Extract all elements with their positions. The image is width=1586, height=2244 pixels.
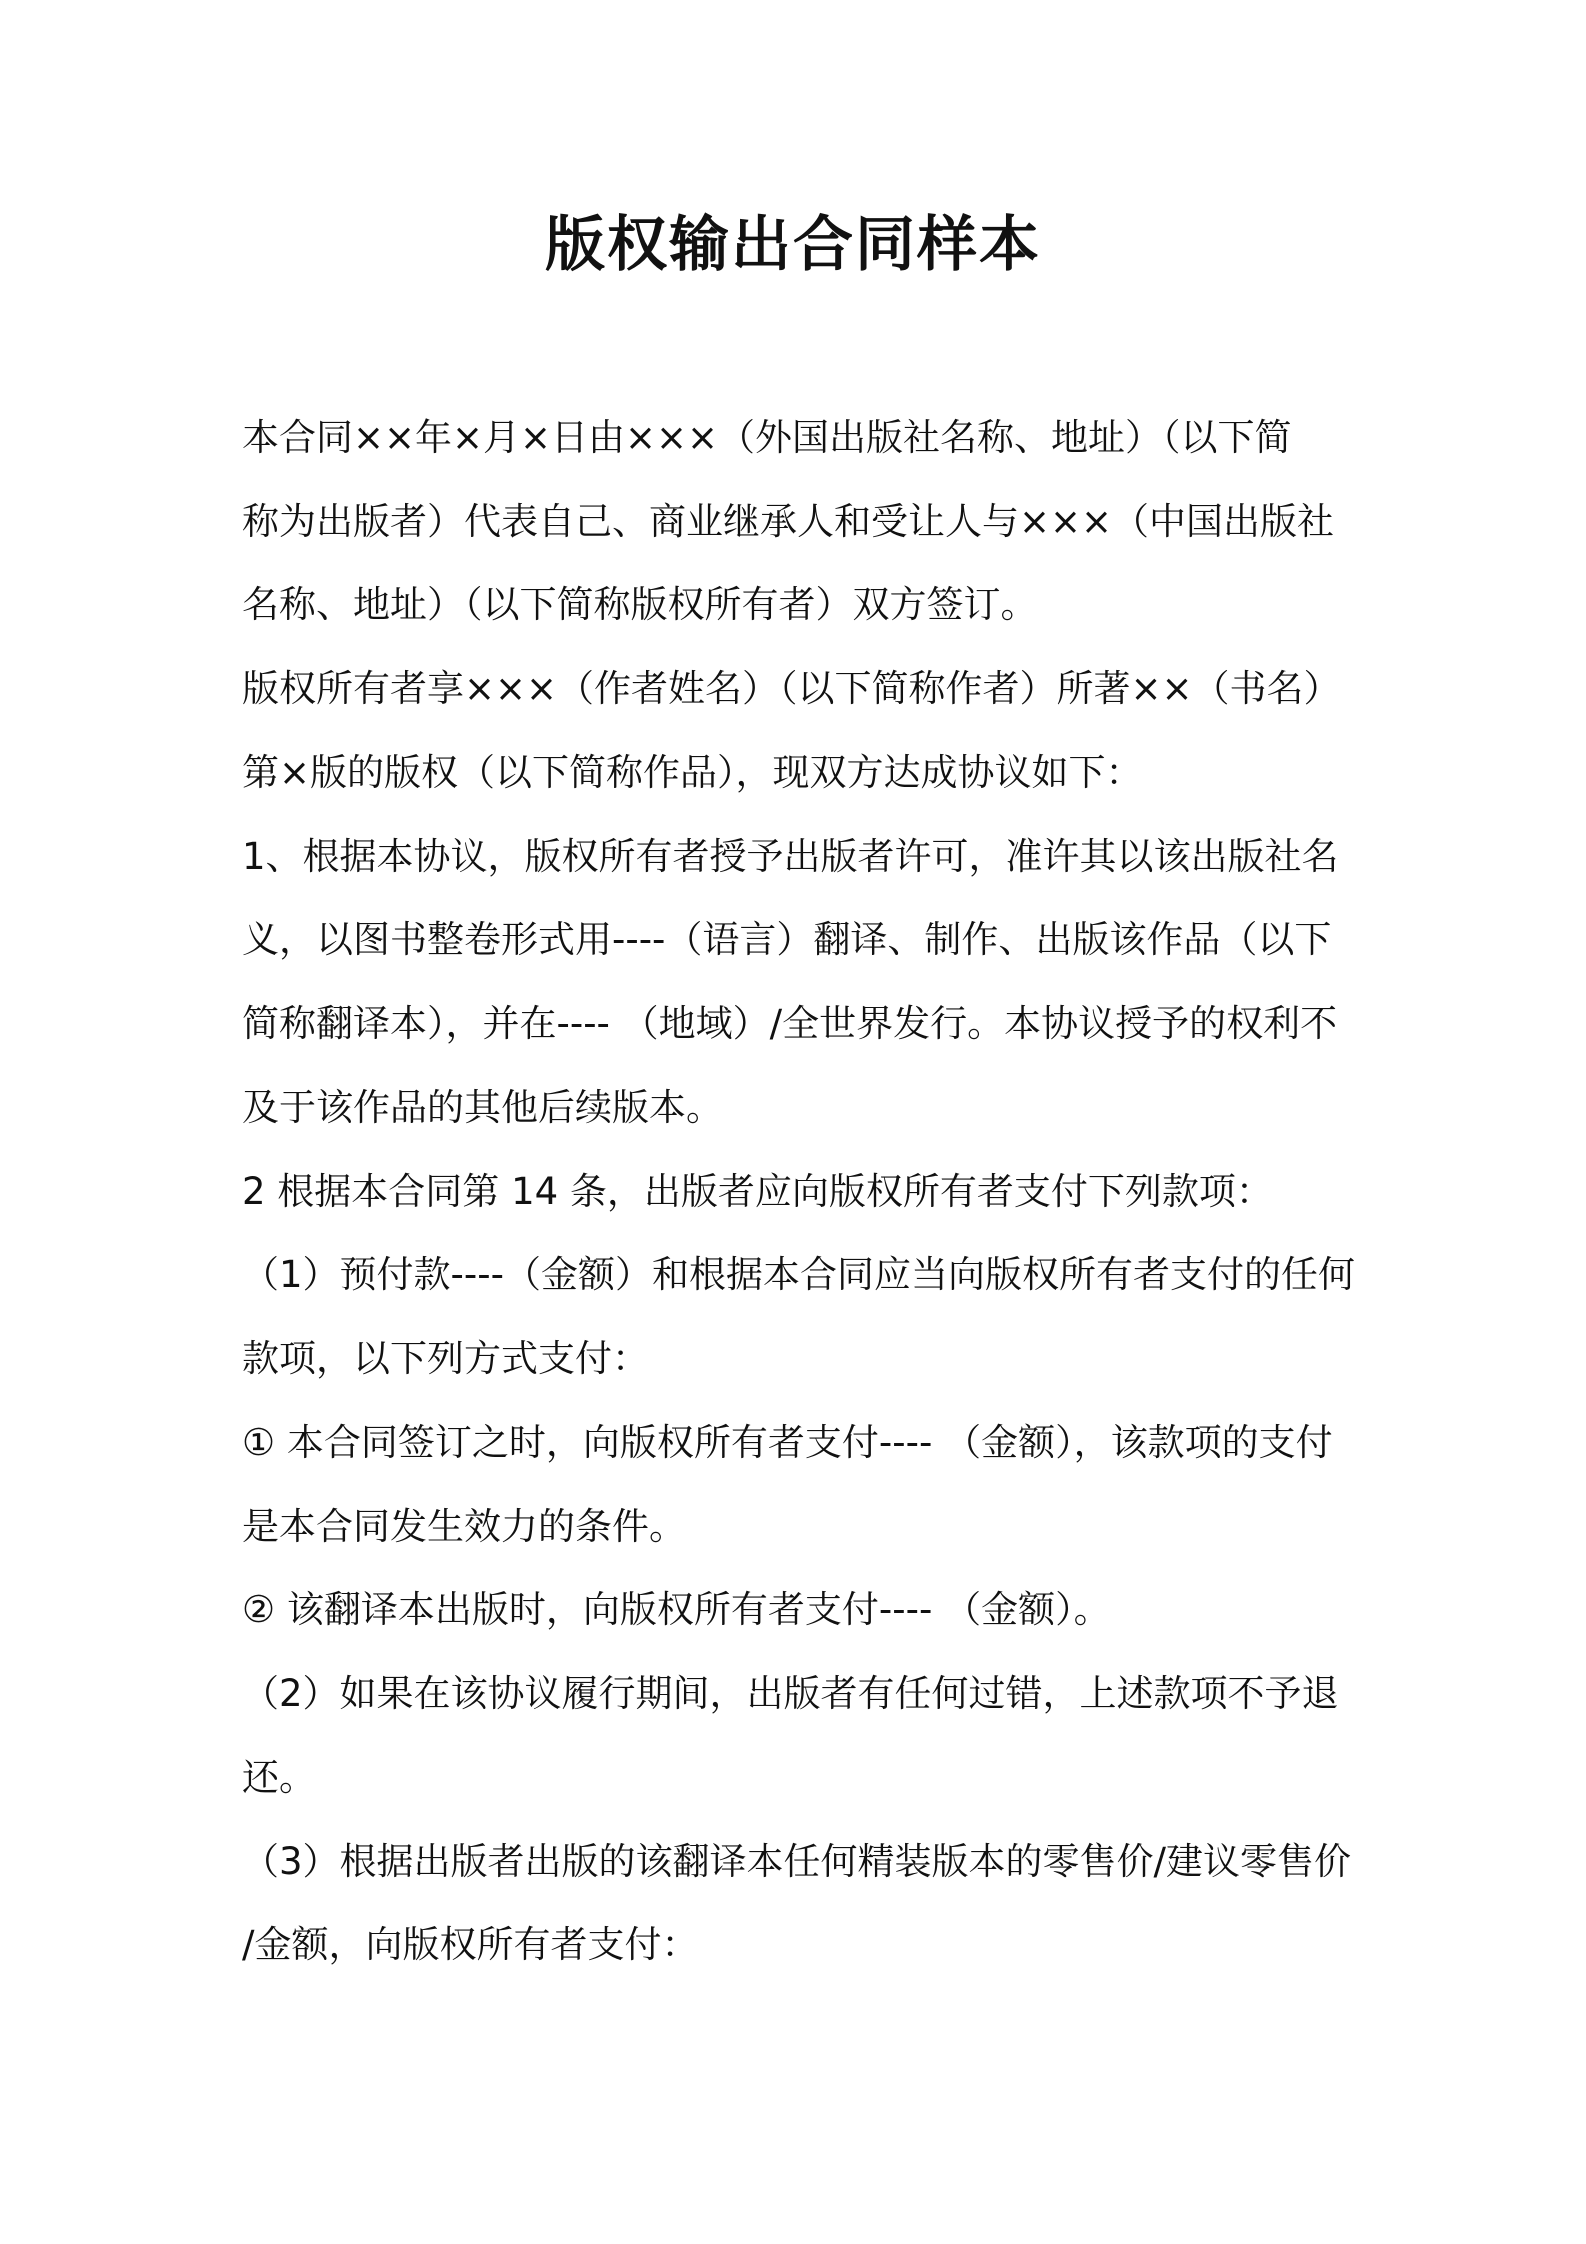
body-line: 第×版的版权（以下简称作品），现双方达成协议如下： (242, 751, 1143, 794)
body-line: 本合同××年×月×日由×××（外国出版社名称、地址）（以下简 (242, 416, 1292, 459)
body-line: 款项，以下列方式支付： (242, 1337, 649, 1380)
body-line: 及于该作品的其他后续版本。 (242, 1086, 723, 1129)
body-line: （2）如果在该协议履行期间，出版者有任何过错，上述款项不予退 (242, 1672, 1339, 1715)
body-line: /金额，向版权所有者支付： (242, 1923, 699, 1966)
body-line: 是本合同发生效力的条件。 (242, 1505, 686, 1548)
body-line: 义，以图书整卷形式用----（语言）翻译、制作、出版该作品（以下 (242, 918, 1332, 961)
document-title: 版权输出合同样本 (545, 210, 1041, 280)
body-line: 称为出版者）代表自己、商业继承人和受让人与×××（中国出版社 (242, 500, 1335, 543)
body-line: （3）根据出版者出版的该翻译本任何精装版本的零售价/建议零售价 (242, 1840, 1352, 1883)
body-line: 2 根据本合同第 14 条，出版者应向版权所有者支付下列款项： (242, 1170, 1273, 1213)
body-line: ① 本合同签订之时，向版权所有者支付---- （金额），该款项的支付 (242, 1421, 1333, 1464)
body-line: 版权所有者享×××（作者姓名）（以下简称作者）所著××（书名） (242, 667, 1341, 710)
body-line: 简称翻译本），并在---- （地域）/全世界发行。本协议授予的权利不 (242, 1002, 1338, 1045)
body-line: 还。 (242, 1756, 316, 1799)
body-line: 1、根据本协议，版权所有者授予出版者许可，准许其以该出版社名 (242, 835, 1339, 878)
body-line: （1）预付款----（金额）和根据本合同应当向版权所有者支付的任何 (242, 1253, 1355, 1296)
body-line: 名称、地址）（以下简称版权所有者）双方签订。 (242, 583, 1038, 626)
body-line: ② 该翻译本出版时，向版权所有者支付---- （金额）。 (242, 1588, 1111, 1631)
